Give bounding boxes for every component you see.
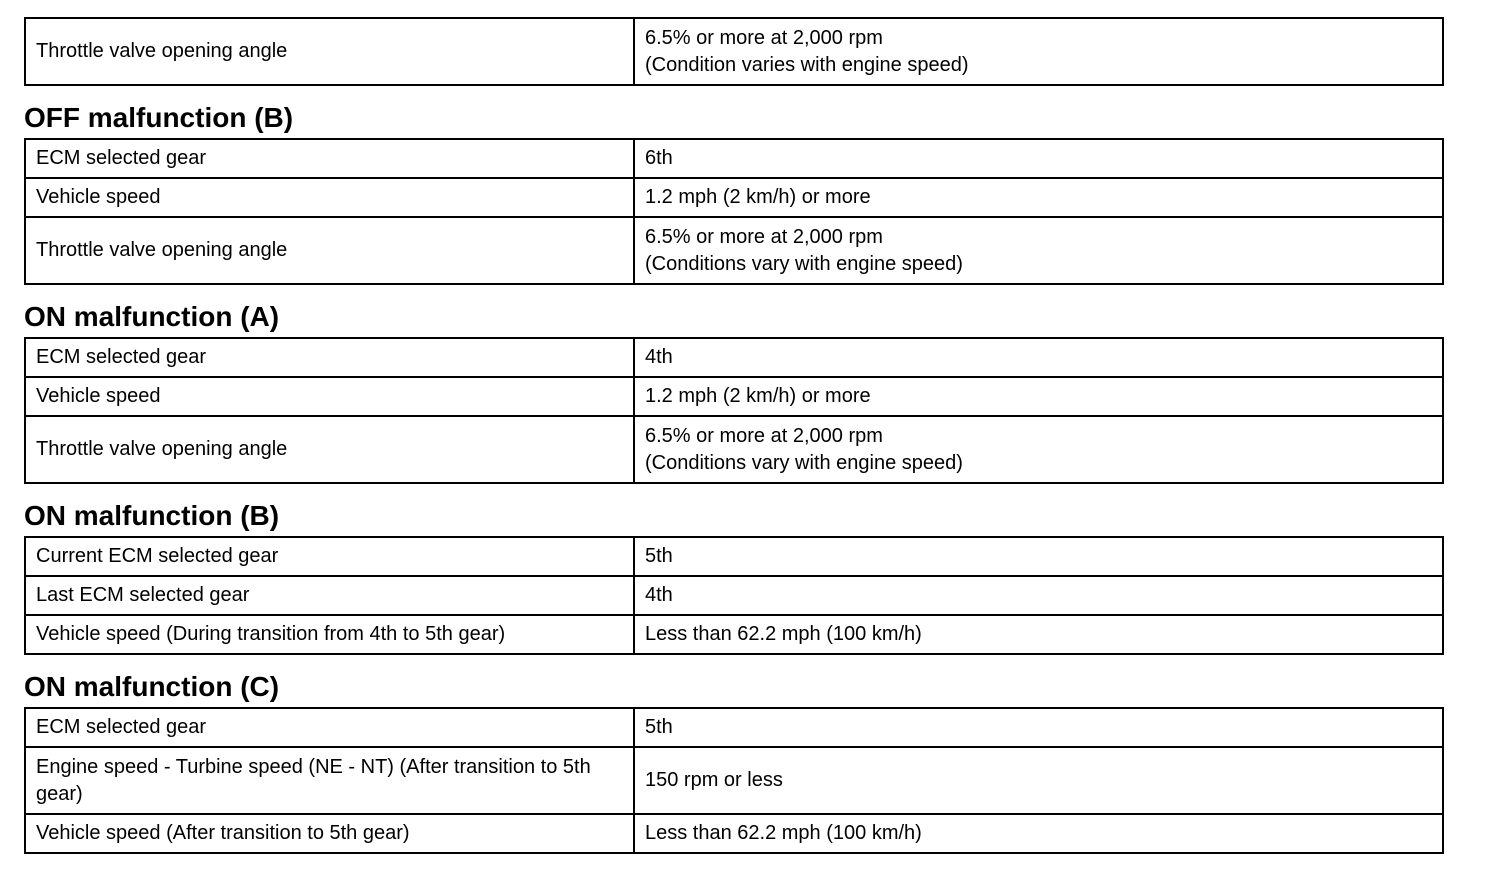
value-line: 6.5% or more at 2,000 rpm bbox=[645, 424, 883, 447]
value-line: Less than 62.2 mph (100 km/h) bbox=[645, 822, 922, 844]
table-row bbox=[25, 416, 1443, 483]
table-row bbox=[25, 537, 1443, 576]
table-row bbox=[25, 18, 1443, 85]
condition-label: ECM selected gear bbox=[25, 708, 634, 747]
value-line: 5th bbox=[645, 545, 673, 567]
condition-value bbox=[634, 416, 1443, 483]
value-line: 1.2 mph (2 km/h) or more bbox=[645, 385, 871, 407]
condition-label: Throttle valve opening angle bbox=[25, 217, 634, 284]
table-row bbox=[25, 615, 1443, 654]
value-line: (Conditions vary with engine speed) bbox=[645, 252, 963, 275]
condition-label: ECM selected gear bbox=[25, 338, 634, 377]
condition-label: Last ECM selected gear bbox=[25, 576, 634, 615]
condition-label: Engine speed - Turbine speed (NE - NT) (After transition to 5th gear) bbox=[25, 747, 634, 814]
condition-label: Current ECM selected gear bbox=[25, 537, 634, 576]
section-heading: OFF malfunction (B) bbox=[24, 102, 294, 133]
condition-value bbox=[634, 708, 1443, 747]
table-row bbox=[25, 576, 1443, 615]
condition-label: Throttle valve opening angle bbox=[25, 18, 634, 85]
condition-value bbox=[634, 338, 1443, 377]
condition-value bbox=[634, 217, 1443, 284]
condition-label: ECM selected gear bbox=[25, 139, 634, 178]
table-row bbox=[25, 217, 1443, 284]
condition-table bbox=[24, 337, 1444, 484]
document-page bbox=[24, 17, 1442, 854]
condition-label: Vehicle speed (During transition from 4th to 5th gear) bbox=[25, 615, 634, 654]
value-line: 1.2 mph (2 km/h) or more bbox=[645, 186, 871, 208]
section-heading: ON malfunction (A) bbox=[24, 301, 280, 332]
condition-value bbox=[634, 377, 1443, 416]
condition-value bbox=[634, 139, 1443, 178]
value-line: 5th bbox=[645, 716, 673, 738]
table-row bbox=[25, 178, 1443, 217]
value-line: (Condition varies with engine speed) bbox=[645, 53, 969, 76]
value-line: Less than 62.2 mph (100 km/h) bbox=[645, 623, 922, 645]
condition-value bbox=[634, 18, 1443, 85]
condition-table bbox=[24, 536, 1444, 655]
table-row bbox=[25, 338, 1443, 377]
value-line: 6.5% or more at 2,000 rpm bbox=[645, 26, 883, 49]
value-line: 150 rpm or less bbox=[645, 769, 783, 791]
condition-value bbox=[634, 576, 1443, 615]
value-line: (Conditions vary with engine speed) bbox=[645, 451, 963, 474]
table-row bbox=[25, 814, 1443, 853]
section-heading: ON malfunction (C) bbox=[24, 671, 280, 702]
table-row bbox=[25, 708, 1443, 747]
condition-value bbox=[634, 537, 1443, 576]
condition-table bbox=[24, 17, 1444, 86]
condition-label: Vehicle speed bbox=[25, 178, 634, 217]
condition-table bbox=[24, 707, 1444, 854]
table-row bbox=[25, 747, 1443, 814]
condition-value bbox=[634, 747, 1443, 814]
condition-label: Vehicle speed (After transition to 5th gear) bbox=[25, 814, 634, 853]
condition-label: Throttle valve opening angle bbox=[25, 416, 634, 483]
value-line: 4th bbox=[645, 584, 673, 606]
condition-table bbox=[24, 138, 1444, 285]
condition-value bbox=[634, 615, 1443, 654]
table-row bbox=[25, 139, 1443, 178]
condition-value bbox=[634, 178, 1443, 217]
section-heading: ON malfunction (B) bbox=[24, 500, 280, 531]
condition-value bbox=[634, 814, 1443, 853]
value-line: 6.5% or more at 2,000 rpm bbox=[645, 225, 883, 248]
table-row bbox=[25, 377, 1443, 416]
value-line: 4th bbox=[645, 346, 673, 368]
value-line: 6th bbox=[645, 147, 673, 169]
condition-label: Vehicle speed bbox=[25, 377, 634, 416]
